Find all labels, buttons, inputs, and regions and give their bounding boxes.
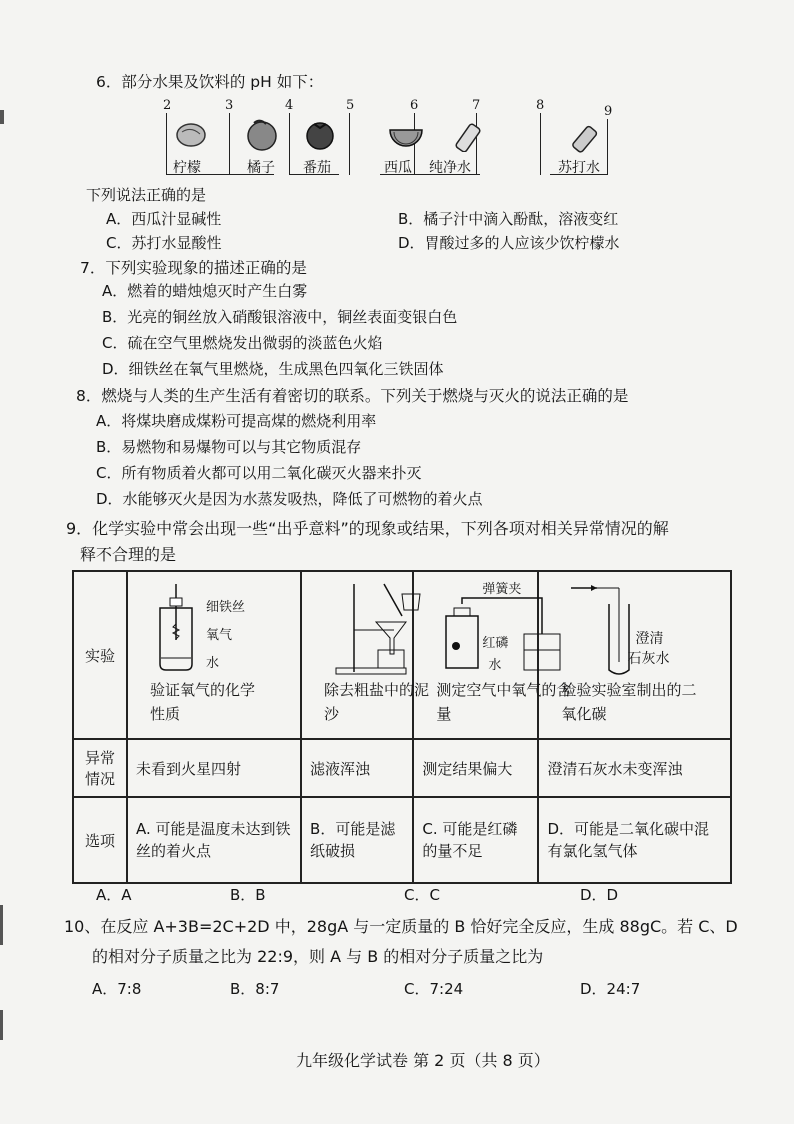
anomaly-cell: 滤液浑浊 [301, 739, 413, 797]
q8-option-b: B．易燃物和易爆物可以与其它物质混存 [96, 438, 362, 456]
q10-option-a: A．7:8 [92, 980, 142, 998]
q6-prompt: 下列说法正确的是 [86, 186, 207, 204]
ph-number: 9 [604, 104, 613, 119]
experiment-cell-b [301, 571, 430, 739]
water-bottle-icon [452, 116, 492, 152]
label-red-phosphorus: 红磷 [482, 636, 509, 651]
table-row [73, 571, 731, 739]
ph-item: 纯净水 [429, 160, 471, 176]
q6-option-b: B．橘子汁中滴入酚酞，溶液变红 [398, 210, 619, 228]
binding-mark [0, 110, 4, 124]
q9-answer-d: D．D [580, 886, 619, 904]
experiment-cell-d [538, 571, 731, 739]
ph-number: 2 [163, 98, 172, 113]
label-clear: 澄清 [635, 631, 664, 647]
q6-option-a: A．西瓜汁显碱性 [106, 210, 222, 228]
experiment-cell-c [413, 571, 572, 739]
orange-icon [242, 116, 282, 152]
experiment-caption: 除去粗盐中的泥沙 [324, 681, 430, 723]
ph-item: 柠檬 [173, 160, 201, 176]
q9-answer-c: C．C [404, 886, 440, 904]
ph-item: 橘子 [247, 160, 275, 176]
q8-stem: 8．燃烧与人类的生产生活有着密切的联系。下列关于燃烧与灭火的说法正确的是 [76, 387, 629, 405]
q6-stem: 6．部分水果及饮料的 pH 如下： [96, 73, 324, 91]
q8-option-c: C．所有物质着火都可以用二氧化碳灭火器来扑灭 [96, 464, 422, 482]
ph-number: 3 [225, 98, 234, 113]
q9-stem: 9．化学实验中常会出现一些“出乎意料”的现象或结果，下列各项对相关异常情况的解 [66, 519, 669, 538]
experiment-cell-a [127, 571, 301, 739]
experiment-caption: 测定空气中氧气的含量 [436, 681, 572, 723]
label-water: 水 [206, 656, 220, 671]
lemon-icon [174, 120, 208, 150]
q8-option-d: D．水能够灭火是因为水蒸发吸热，降低了可燃物的着火点 [96, 490, 483, 508]
experiment-table [72, 570, 732, 884]
experiment-caption: 验证氧气的化学性质 [150, 681, 256, 723]
ph-number: 4 [285, 98, 294, 113]
option-cell: B．可能是滤纸破损 [301, 797, 413, 883]
soda-bottle-icon [568, 120, 608, 154]
ph-item: 番茄 [303, 160, 331, 176]
q6-option-c: C．苏打水显酸性 [106, 234, 222, 252]
q10-option-d: D．24:7 [580, 980, 641, 998]
q7-option-d: D．细铁丝在氧气里燃烧，生成黑色四氧化三铁固体 [102, 360, 444, 378]
page-footer: 九年级化学试卷 第 2 页（共 8 页） [296, 1051, 550, 1070]
ph-number: 7 [472, 98, 481, 113]
experiment-caption: 检验实验室制出的二氧化碳 [561, 681, 697, 723]
label-water: 水 [488, 658, 502, 673]
q6-option-d: D．胃酸过多的人应该少饮柠檬水 [398, 234, 620, 252]
row-header: 选项 [73, 797, 127, 883]
ph-number: 6 [410, 98, 419, 113]
q9-answer-b: B．B [230, 886, 266, 904]
q9-answer-a: A．A [96, 886, 132, 904]
q7-option-c: C．硫在空气里燃烧发出微弱的淡蓝色火焰 [102, 334, 383, 352]
q7-option-a: A．燃着的蜡烛熄灭时产生白雾 [102, 282, 308, 300]
q7-option-b: B．光亮的铜丝放入硝酸银溶液中，铜丝表面变银白色 [102, 308, 458, 326]
binding-mark [0, 1010, 3, 1040]
label-oxygen: 氧气 [206, 628, 233, 643]
q10-stem-cont: 的相对分子质量之比为 22:9，则 A 与 B 的相对分子质量之比为 [92, 947, 544, 966]
row-header: 异常情况 [73, 739, 127, 797]
label-limewater: 石灰水 [627, 651, 670, 667]
anomaly-cell: 未看到火星四射 [127, 739, 301, 797]
label-spring-clip: 弹簧夹 [482, 582, 522, 597]
q8-option-a: A．将煤块磨成煤粉可提高煤的燃烧利用率 [96, 412, 377, 430]
ph-item: 苏打水 [558, 160, 600, 176]
q10-stem: 10、在反应 A+3B=2C+2D 中，28gA 与一定质量的 B 恰好完全反应，生成 88gC。若 C、D [64, 917, 738, 936]
q10-option-b: B．8:7 [230, 980, 280, 998]
ph-number: 5 [346, 98, 355, 113]
q10-option-c: C．7:24 [404, 980, 464, 998]
anomaly-cell: 澄清石灰水未变浑浊 [538, 739, 731, 797]
row-header: 实验 [73, 571, 127, 739]
ph-item: 西瓜 [384, 160, 412, 176]
filtration-diagram [324, 580, 434, 676]
binding-mark [0, 905, 3, 945]
table-row [73, 797, 731, 883]
anomaly-cell: 测定结果偏大 [413, 739, 538, 797]
option-cell: C. 可能是红磷的量不足 [413, 797, 538, 883]
option-cell: D．可能是二氧化碳中混有氯化氢气体 [538, 797, 731, 883]
label-iron-wire: 细铁丝 [206, 600, 246, 615]
q9-stem-cont: 释不合理的是 [80, 545, 177, 564]
ph-number: 8 [536, 98, 545, 113]
table-row [73, 739, 731, 797]
q7-stem: 7．下列实验现象的描述正确的是 [80, 259, 307, 277]
watermelon-icon [386, 120, 426, 152]
option-cell: A. 可能是温度未达到铁丝的着火点 [127, 797, 301, 883]
iron-wire-bottle-diagram [146, 584, 206, 674]
tomato-icon [302, 116, 338, 152]
